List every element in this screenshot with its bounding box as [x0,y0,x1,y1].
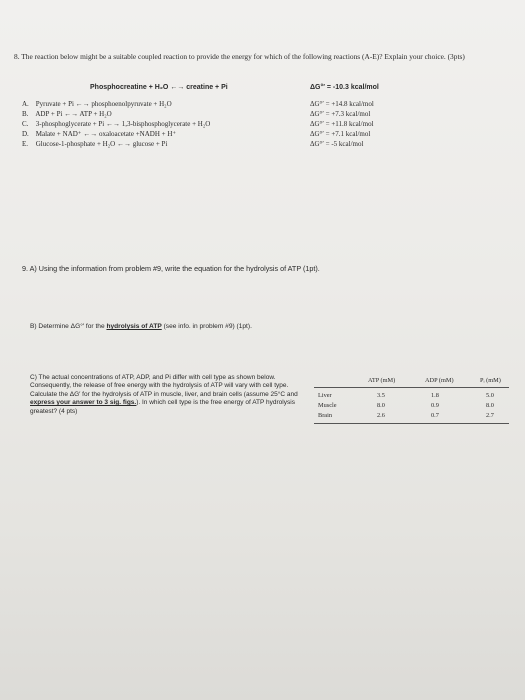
choice-reaction: Pyruvate + Pi ←→ phosphoenolpyruvate + H₂O [35,100,172,108]
choice-b-delta-g: ΔG°′ = +7.3 kcal/mol [310,110,371,118]
table-cell: 8.0 [486,402,494,409]
table-cell: 0.9 [431,402,439,409]
table-bottom-rule [314,423,509,424]
choice-letter: C. [22,120,29,128]
table-cell: 5.0 [486,392,494,399]
question-9a: 9. A) Using the information from problem #9, write the equation for the hydrolysis of ATP (1pt). [22,264,320,273]
choice-c-delta-g: ΔG°′ = +11.8 kcal/mol [310,120,374,128]
question-9b-text-end: (see info. in problem #9) (1pt). [161,323,252,330]
concentration-table [300,377,515,455]
choice-e-delta-g: ΔG°′ = -5 kcal/mol [310,140,364,148]
choice-letter: E. [22,140,29,148]
question-8-text: The reaction below might be a suitable coupled reaction to provide the energy for which of the following reactions (A-E)? Explain your choice. (3pts) [21,52,465,61]
table-top-rule [314,387,509,388]
table-header-adp: ADP (mM) [425,377,454,384]
choice-c [22,120,210,128]
question-9c-underlined: express your answer to 3 sig. figs. [30,399,137,407]
choice-e [22,140,167,148]
choice-d [22,130,176,138]
table-cell: 8.0 [377,402,385,409]
choice-a [22,100,172,108]
choice-reaction: Glucose-1-phosphate + H₂O ←→ glucose + Pi [35,140,168,148]
choice-reaction: ADP + Pi ←→ ATP + H₂O [35,110,112,118]
table-header-pi: Pᵢ (mM) [480,377,501,384]
table-row-label: Brain [318,412,332,419]
table-row-label: Muscle [318,402,337,409]
choice-letter: A. [22,100,29,108]
question-9c-text: C) The actual concentrations of ATP, ADP, and Pi differ with cell type as shown below. Consequently, the release of free energy with the hydrolysis of ATP will vary with cell type. Calculate the ΔG′ for the hydrolysis of ATP in muscle, liver, and brain cells (assume 25°C and [30,374,298,398]
table-row-label: Liver [318,392,332,399]
table-cell: 3.5 [377,392,385,399]
question-9b-text: B) Determine ΔG°′ for the [30,323,107,330]
choice-b [22,110,112,118]
table-header-atp: ATP (mM) [368,377,396,384]
table-cell: 0.7 [431,412,439,419]
question-9c [30,374,300,416]
reference-reaction: Phosphocreatine + H₂O ←→ creatine + Pi [90,84,228,91]
question-9b [30,323,252,330]
table-cell: 1.8 [431,392,439,399]
choice-letter: D. [22,130,29,138]
question-8-prompt [14,52,514,61]
choice-reaction: Malate + NAD⁺ ←→ oxaloacetate +NADH + H⁺ [35,130,177,138]
question-9c-text-end: ). In which cell type is the free energy of ATP hydrolysis greatest? (4 pts) [30,399,295,415]
choice-d-delta-g: ΔG°′ = +7.1 kcal/mol [310,130,371,138]
table-cell: 2.7 [486,412,494,419]
choice-reaction: 3-phosphoglycerate + Pi ←→ 1,3-bisphosphoglycerate + H₂O [35,120,211,128]
table-cell: 2.6 [377,412,385,419]
question-9b-underlined: hydrolysis of ATP [106,323,162,330]
choice-a-delta-g: ΔG°′ = +14.8 kcal/mol [310,100,374,108]
reference-delta-g: ΔG°′ = -10.3 kcal/mol [310,84,379,91]
question-8-number: 8. [14,52,20,61]
choice-letter: B. [22,110,29,118]
